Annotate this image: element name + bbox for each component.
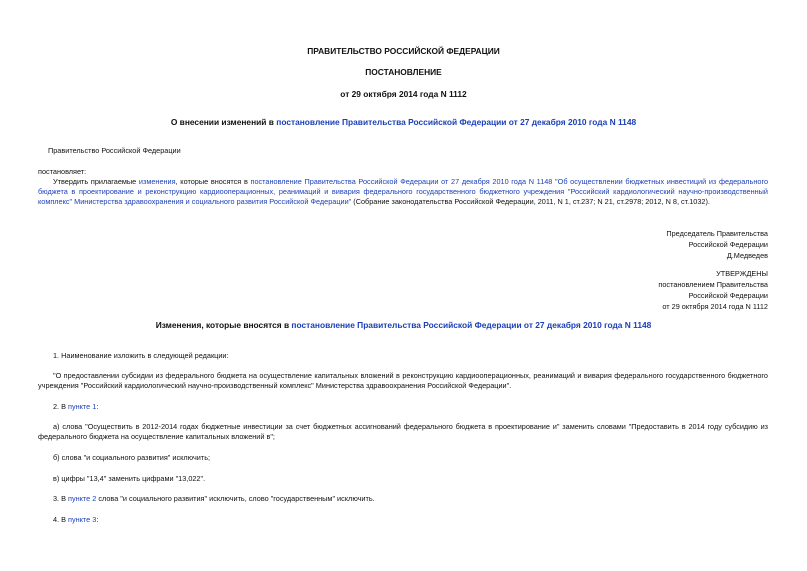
p1-text-b: , которые вносятся в [175, 177, 251, 186]
signature-block [468, 229, 768, 261]
item-2-link[interactable]: пункте 1 [68, 402, 97, 411]
date-number-heading: от 29 октября 2014 года N 1112 [340, 89, 467, 99]
item-4-link[interactable]: пункте 3 [68, 515, 97, 524]
issuer-text: Правительство Российской Федерации [48, 146, 181, 155]
approved-block [468, 269, 768, 312]
signature-line-2: Российской Федерации [688, 240, 768, 249]
changes-title-prefix: Изменения, которые вносятся в [155, 320, 292, 330]
decree-paragraph [38, 177, 768, 207]
decree-link[interactable]: постановление Правительства Российской Федерации от 27 декабря 2010 года N 1148 "Об осуществлении бюджетных инвестиций из федерального бюджета в проектирование и реконструкцию кардиооперационных, реанимаций и вивария федерального государственного бюджетного учреждения "Российский кардиологический научно-производственный комплекс" Министерства здравоохранения и социального развития Российской Федерации" [38, 177, 768, 206]
changes-title-link[interactable]: постановление Правительства Российской Федерации от 27 декабря 2010 года N 1148 [291, 320, 652, 330]
approved-line-2: постановлением Правительства [658, 280, 768, 289]
p1-text-c: (Собрание законодательства Российской Федерации, 2011, N 1, ст.237; N 21, ст.2978; 2012, N 8, ст.1032). [351, 197, 710, 206]
approved-line-3: Российской Федерации [688, 291, 768, 300]
item-2-c: в) цифры "13,4" заменить цифрами "13,022". [53, 474, 206, 483]
item-4-prefix: 4. В [53, 515, 69, 524]
item-2-a: а) слова "Осуществить в 2012-2014 годах бюджетные инвестиции за счет бюджетных ассигнований федерального бюджета в проектирование и" заменить словами "Предоставить в 2014 году субсидию из федерального бюджета на осуществление капитальных вложений в"; [38, 422, 768, 441]
item-2-suffix: : [96, 402, 99, 411]
title-link[interactable]: постановление Правительства Российской Федерации от 27 декабря 2010 года N 1148 [276, 117, 637, 127]
title-prefix: О внесении изменений в [170, 117, 277, 127]
item-3-link[interactable]: пункте 2 [68, 494, 97, 503]
item-2-prefix: 2. В [53, 402, 69, 411]
changes-link[interactable]: изменения [138, 177, 176, 186]
item-2 [53, 402, 98, 412]
signature-line-3: Д.Медведев [726, 251, 768, 260]
signature-line-1: Председатель Правительства [666, 229, 768, 238]
approved-line-1: УТВЕРЖДЕНЫ [716, 269, 768, 278]
document-title [0, 117, 807, 127]
approved-line-4: от 29 октября 2014 года N 1112 [662, 302, 768, 311]
item-3 [53, 494, 375, 504]
item-4-suffix: : [96, 515, 99, 524]
decides-text: постановляет: [38, 167, 87, 176]
item-4 [53, 515, 98, 525]
changes-title [0, 320, 807, 330]
item-1: 1. Наименование изложить в следующей редакции: [53, 351, 229, 360]
item-3-prefix: 3. В [53, 494, 69, 503]
government-heading: ПРАВИТЕЛЬСТВО РОССИЙСКОЙ ФЕДЕРАЦИИ [307, 46, 500, 56]
p1-text-a: Утвердить прилагаемые [53, 177, 139, 186]
item-2-b: б) слова "и социального развития" исключить; [53, 453, 211, 462]
item-3-suffix: слова "и социального развития" исключить, слово "государственным" исключить. [96, 494, 375, 503]
item-1-quote: "О предоставлении субсидии из федерального бюджета на осуществление капитальных вложений в реконструкцию кардиооперационных, реанимаций и вивария федерального государственного бюджетного учреждения "Российский кардиологический научно-производственный комплекс" Министерства здравоохранения Российской Федерации". [38, 371, 768, 390]
doc-type-heading: ПОСТАНОВЛЕНИЕ [365, 67, 442, 77]
